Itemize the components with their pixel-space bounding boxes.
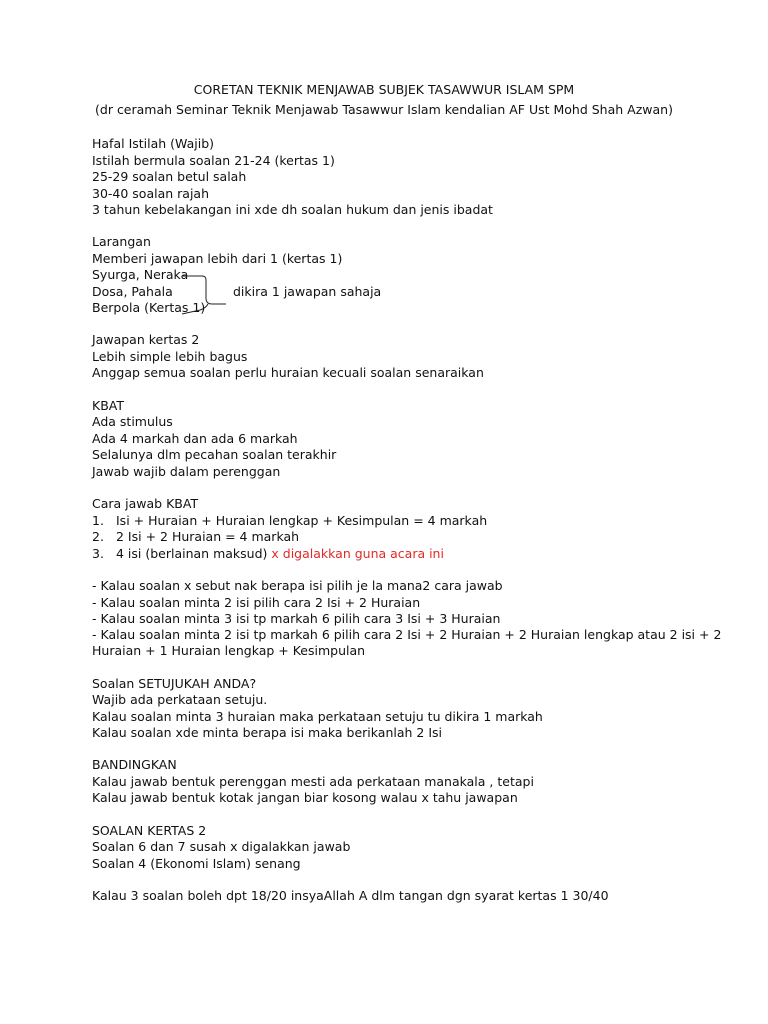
section-heading-kertas2: Jawapan kertas 2 <box>92 332 200 347</box>
dash-line: - Kalau soalan minta 2 isi pilih cara 2 Isi + 2 Huraian <box>92 595 421 610</box>
larangan-line: Syurga, Neraka <box>92 267 189 282</box>
kbat-line: Jawab wajib dalam perenggan <box>92 464 281 479</box>
item-text: Isi + Huraian + Huraian lengkap + Kesimpulan = 4 markah <box>116 513 488 528</box>
numbered-item <box>92 546 444 562</box>
setuju-line: Kalau soalan minta 3 huraian maka perkataan setuju tu dikira 1 markah <box>92 709 543 724</box>
item-text: 4 isi (berlainan maksud) <box>116 546 272 561</box>
hafal-line: 25-29 soalan betul salah <box>92 169 247 184</box>
dash-line: - Kalau soalan minta 3 isi tp markah 6 pilih cara 3 Isi + 3 Huraian <box>92 611 501 626</box>
kbat-line: Ada 4 markah dan ada 6 markah <box>92 431 298 446</box>
bracket-note: dikira 1 jawapan sahaja <box>233 284 382 299</box>
section-heading-setuju: Soalan SETUJUKAH ANDA? <box>92 676 257 691</box>
kbat-line: Ada stimulus <box>92 414 173 429</box>
kertas2-line: Lebih simple lebih bagus <box>92 349 248 364</box>
setuju-line: Kalau soalan xde minta berapa isi maka berikanlah 2 Isi <box>92 725 442 740</box>
bracket-drawing <box>180 270 230 318</box>
hafal-line: 3 tahun kebelakangan ini xde dh soalan hukum dan jenis ibadat <box>92 202 493 217</box>
dash-line: - Kalau soalan minta 2 isi tp markah 6 pilih cara 2 Isi + 2 Huraian + 2 Huraian lengkap atau 2 isi + 2 <box>92 627 722 642</box>
warning-note: x digalakkan guna acara ini <box>271 546 444 561</box>
soalan-k2-line: Soalan 4 (Ekonomi Islam) senang <box>92 856 301 871</box>
section-heading-hafal: Hafal Istilah (Wajib) <box>92 136 215 151</box>
hafal-line: Istilah bermula soalan 21-24 (kertas 1) <box>92 153 335 168</box>
section-heading-kbat: KBAT <box>92 398 124 413</box>
bandingkan-line: Kalau jawab bentuk kotak jangan biar kosong walau x tahu jawapan <box>92 790 518 805</box>
document-title: CORETAN TEKNIK MENJAWAB SUBJEK TASAWWUR ISLAM SPM <box>193 82 575 97</box>
kbat-line: Selalunya dlm pecahan soalan terakhir <box>92 447 337 462</box>
numbered-item <box>92 529 299 545</box>
section-heading-bandingkan: BANDINGKAN <box>92 757 177 772</box>
larangan-line: Dosa, Pahala <box>92 284 173 299</box>
soalan-k2-line: Soalan 6 dan 7 susah x digalakkan jawab <box>92 839 351 854</box>
bandingkan-line: Kalau jawab bentuk perenggan mesti ada perkataan manakala , tetapi <box>92 774 534 789</box>
larangan-line: Berpola (Kertas 1) <box>92 300 206 315</box>
dash-line: Huraian + 1 Huraian lengkap + Kesimpulan <box>92 643 366 658</box>
larangan-line: Memberi jawapan lebih dari 1 (kertas 1) <box>92 251 343 266</box>
kertas2-line: Anggap semua soalan perlu huraian kecuali soalan senaraikan <box>92 365 484 380</box>
section-heading-larangan: Larangan <box>92 234 151 249</box>
section-heading-soalan-k2: SOALAN KERTAS 2 <box>92 823 207 838</box>
item-number: 2. <box>92 529 104 544</box>
item-text: 2 Isi + 2 Huraian = 4 markah <box>116 529 300 544</box>
dash-line: - Kalau soalan x sebut nak berapa isi pilih je la mana2 cara jawab <box>92 578 503 593</box>
item-number: 1. <box>92 513 104 528</box>
document-subtitle: (dr ceramah Seminar Teknik Menjawab Tasawwur Islam kendalian AF Ust Mohd Shah Azwan) <box>95 102 673 117</box>
section-heading-cara: Cara jawab KBAT <box>92 496 199 511</box>
hafal-line: 30-40 soalan rajah <box>92 186 209 201</box>
setuju-line: Wajib ada perkataan setuju. <box>92 692 268 707</box>
item-number: 3. <box>92 546 104 561</box>
numbered-item <box>92 513 487 529</box>
closing-line: Kalau 3 soalan boleh dpt 18/20 insyaAllah A dlm tangan dgn syarat kertas 1 30/40 <box>92 888 609 903</box>
